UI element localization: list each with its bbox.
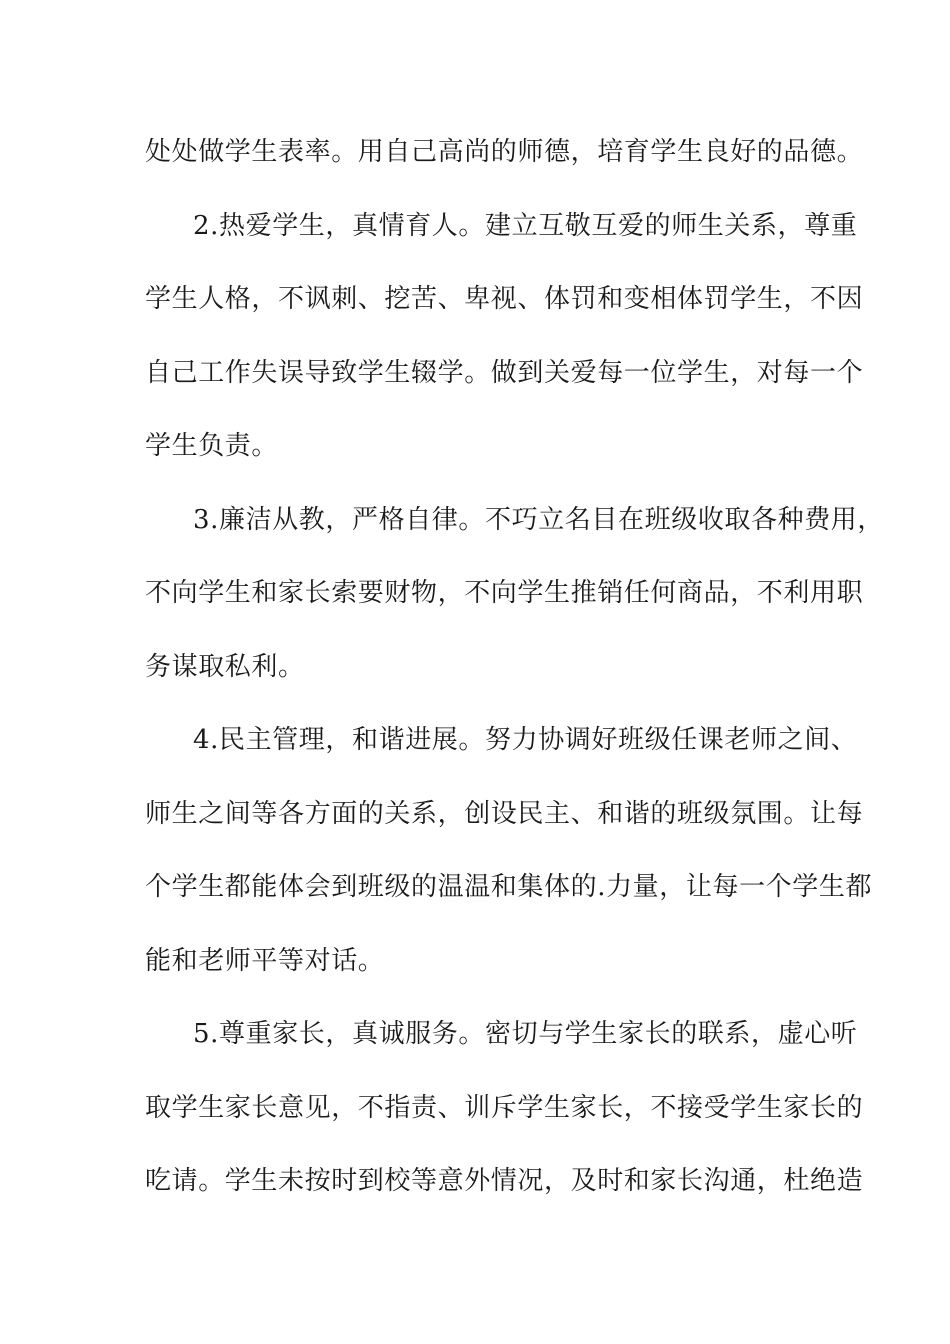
text-line: 能和老师平等对话。 <box>145 945 385 976</box>
text-line: 师生之间等各方面的关系，创设民主、和谐的班级氛围。让每 <box>145 798 864 829</box>
text-line: 取学生家长意见，不指责、训斥学生家长，不接受学生家长的 <box>145 1092 864 1123</box>
text-line: 处处做学生表率。用自己高尚的师德，培育学生良好的品德。 <box>145 137 864 167</box>
body-text <box>145 128 885 1231</box>
text-line: 自己工作失误导致学生辍学。做到关爱每一位学生，对每一个 <box>145 357 864 388</box>
text-line: 学生负责。 <box>145 431 279 461</box>
text-line: 2.热爱学生，真情育人。建立互敬互爱的师生关系，尊重 <box>193 210 858 241</box>
text-line: 吃请。学生未按时到校等意外情况，及时和家长沟通，杜绝造 <box>145 1166 864 1196</box>
text-line: 4.民主管理，和谐进展。努力协调好班级任课老师之间、 <box>193 725 858 755</box>
text-line: 3.廉洁从教，严格自律。不巧立名目在班级收取各种费用， <box>193 504 885 535</box>
text-line: 务谋取私利。 <box>145 651 305 682</box>
text-line: 5.尊重家长，真诚服务。密切与学生家长的联系，虚心听 <box>193 1019 858 1049</box>
text-line: 学生人格，不讽刺、挖苦、卑视、体罚和变相体罚学生，不因 <box>145 284 864 314</box>
text-line: 个学生都能体会到班级的温温和集体的.力量，让每一个学生都 <box>145 872 873 902</box>
text-line: 不向学生和家长索要财物，不向学生推销任何商品，不利用职 <box>145 578 864 608</box>
